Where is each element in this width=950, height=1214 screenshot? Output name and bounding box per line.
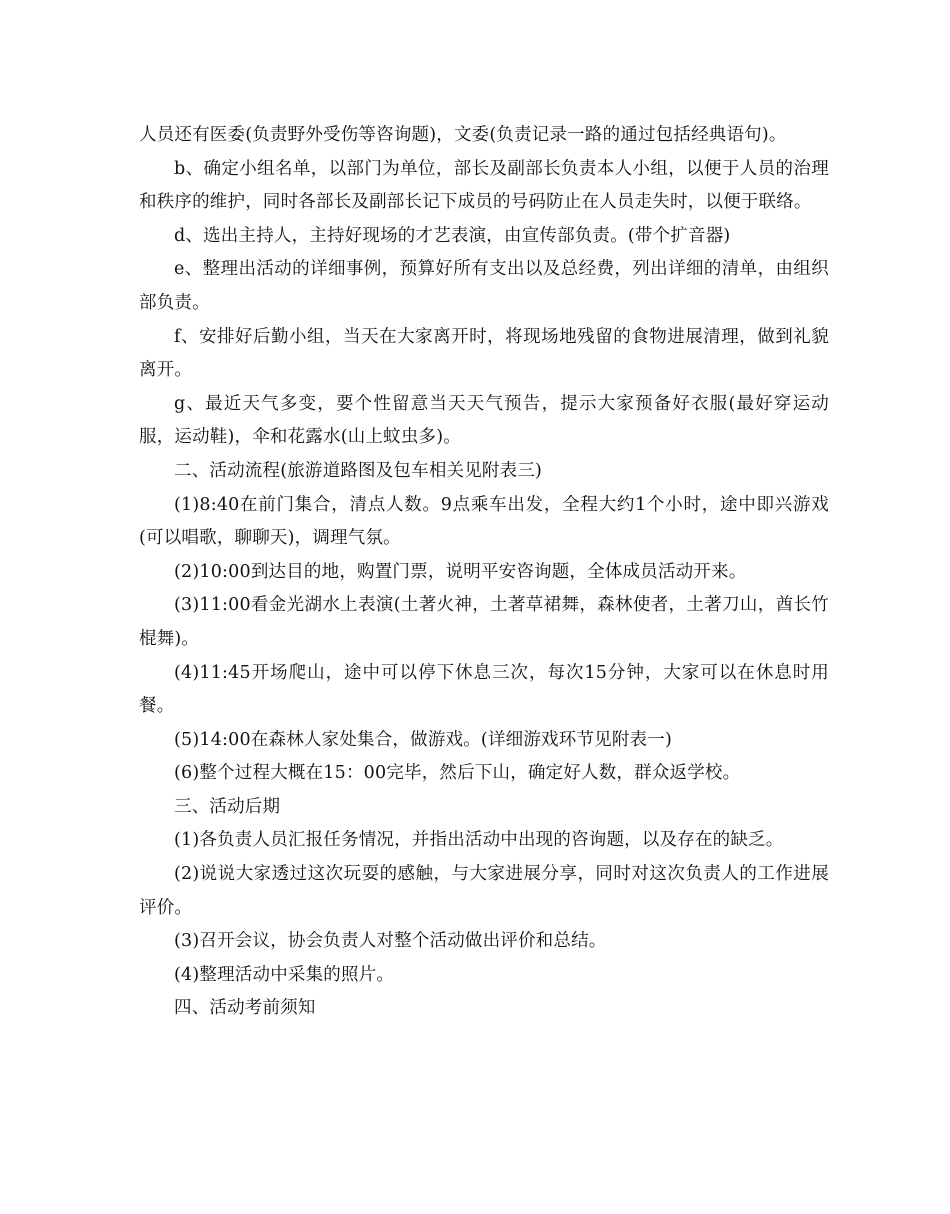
paragraph-4: f、安排好后勤小组，当天在大家离开时，将现场地残留的食物进展清理，做到礼貌离开。 [139, 326, 829, 381]
paragraph-15: (2)说说大家透过这次玩耍的感触，与大家进展分享，同时对这次负责人的工作进展评价。 [139, 864, 829, 918]
paragraph-10: (4)11:45开场爬山，途中可以停下休息三次，每次15分钟，大家可以在休息时用餐。 [139, 662, 829, 717]
section-heading-3: 三、活动后期 [174, 796, 281, 817]
paragraph-16: (3)召开会议，协会负责人对整个活动做出评价和总结。 [174, 931, 607, 952]
paragraph-9: (3)11:00看金光湖水上表演(土著火神，土著草裙舞，森林使者，土著刀山，酋长竹棍舞)。 [139, 595, 829, 649]
paragraph-3: e、整理出活动的详细事例，预算好所有支出以及总经费，列出详细的清单，由组织部负责。 [139, 259, 829, 313]
paragraph-8: (2)10:00到达目的地，购置门票，说明平安咨询题，全体成员活动开来。 [174, 561, 747, 582]
paragraph-17: (4)整理活动中采集的照片。 [174, 964, 395, 985]
paragraph-14: (1)各负责人员汇报任务情况，并指出活动中出现的咨询题，以及存在的缺乏。 [174, 830, 784, 851]
document-body [139, 119, 829, 1026]
paragraph-11: (5)14:00在森林人家处集合，做游戏。(详细游戏环节见附表一) [174, 729, 672, 750]
paragraph-7: (1)8:40在前门集合，清点人数。9点乘车出发，全程大约1个小时，途中即兴游戏(可以唱歌，聊聊天)，调理气氛。 [139, 494, 829, 549]
paragraph-12: (6)整个过程大概在15：00完毕，然后下山，确定好人数，群众返学校。 [174, 763, 741, 784]
section-heading-4: 四、活动考前须知 [174, 998, 316, 1019]
paragraph-0: 人员还有医委(负责野外受伤等咨询题)，文委(负责记录一路的通过包括经典语句)。 [139, 125, 787, 145]
section-heading-2: 二、活动流程(旅游道路图及包车相关见附表三) [174, 460, 543, 481]
paragraph-5: g、最近天气多变，要个性留意当天天气预告，提示大家预备好衣服(最好穿运动服，运动鞋)，伞和花露水(山上蚊虫多)。 [139, 393, 829, 448]
paragraph-1: b、确定小组名单，以部门为单位，部长及副部长负责本人小组，以便于人员的治理和秩序的维护，同时各部长及副部长记下成员的号码防止在人员走失时，以便于联络。 [139, 158, 829, 213]
paragraph-2: d、选出主持人，主持好现场的才艺表演，由宣传部负责。(带个扩音器) [174, 225, 731, 246]
